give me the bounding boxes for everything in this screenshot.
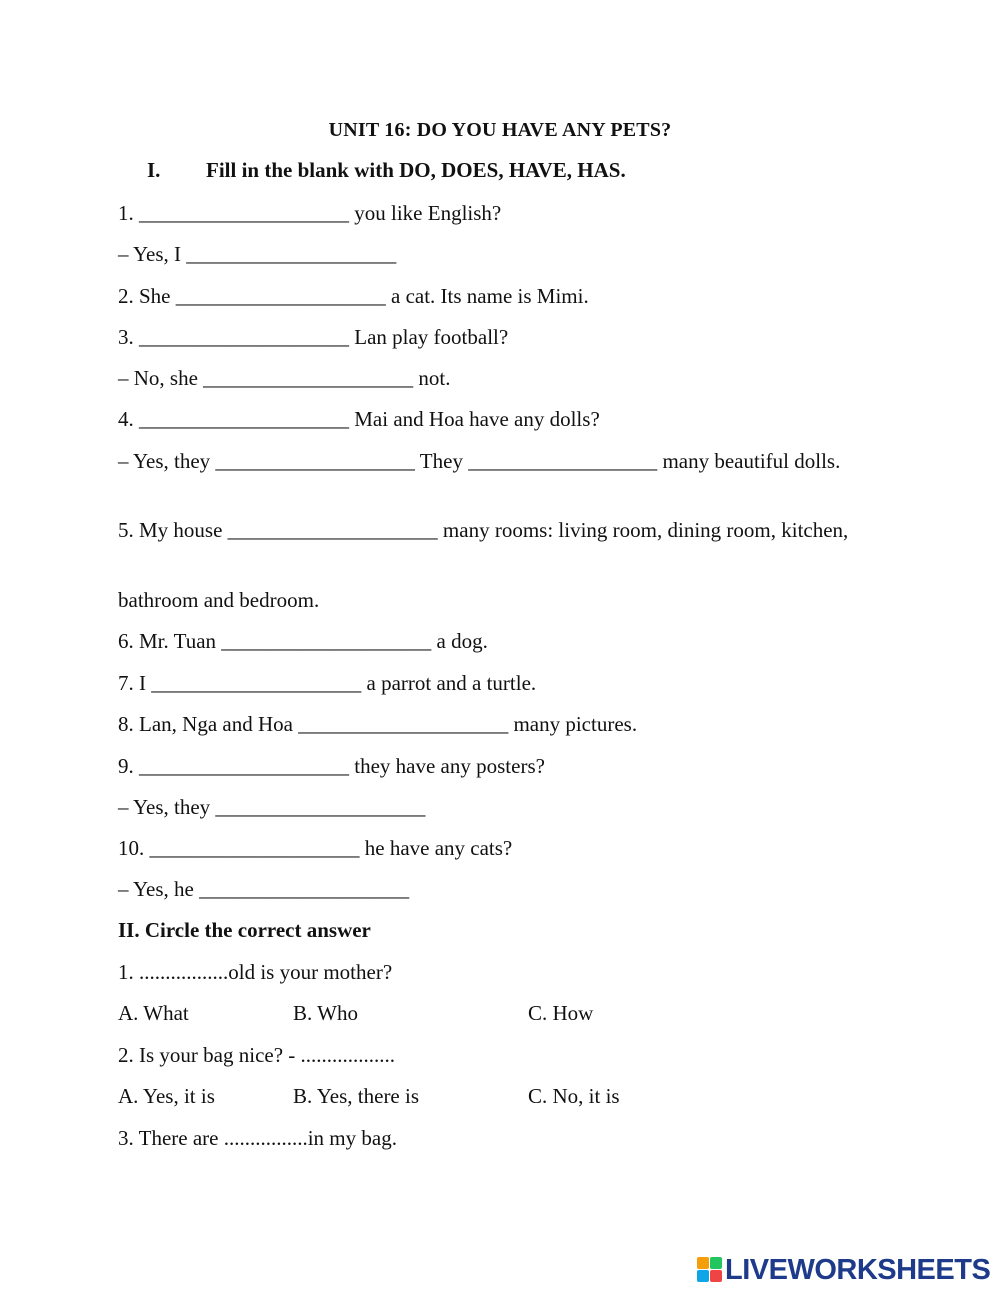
exercise-line: – No, she ____________________ not. bbox=[118, 366, 451, 390]
exercise-line: 10. ____________________ he have any cats? bbox=[118, 836, 513, 860]
exercise-line: 2. She ____________________ a cat. Its name is Mimi. bbox=[118, 284, 589, 308]
exercise-line: 6. Mr. Tuan ____________________ a dog. bbox=[118, 629, 488, 653]
exercise-line: 3. ____________________ Lan play football? bbox=[118, 325, 509, 349]
question-1: 1. .................old is your mother? bbox=[118, 960, 393, 984]
exercise-line: 4. ____________________ Mai and Hoa have any dolls? bbox=[118, 407, 600, 431]
section-1-heading bbox=[147, 158, 626, 183]
option-a: A. What bbox=[118, 1001, 189, 1025]
exercise-line: bathroom and bedroom. bbox=[118, 588, 320, 612]
option-a: A. Yes, it is bbox=[118, 1084, 215, 1108]
exercise-line: – Yes, he ____________________ bbox=[118, 877, 410, 901]
option-c: C. How bbox=[528, 1001, 594, 1025]
question-3: 3. There are ................in my bag. bbox=[118, 1126, 397, 1150]
section-2-heading: II. Circle the correct answer bbox=[118, 918, 371, 942]
liveworksheets-logo bbox=[697, 1254, 990, 1286]
option-b: B. Who bbox=[293, 1001, 358, 1025]
exercise-line: – Yes, I ____________________ bbox=[118, 242, 397, 266]
question-2: 2. Is your bag nice? - .................. bbox=[118, 1043, 396, 1067]
exercise-line: 7. I ____________________ a parrot and a turtle. bbox=[118, 671, 537, 695]
section-1-number: I. bbox=[147, 158, 161, 182]
exercise-line: 9. ____________________ they have any posters? bbox=[118, 754, 545, 778]
exercise-line: – Yes, they ____________________ bbox=[118, 795, 426, 819]
exercise-line: 1. ____________________ you like English? bbox=[118, 201, 502, 225]
exercise-line: 8. Lan, Nga and Hoa ____________________ many pictures. bbox=[118, 712, 638, 736]
exercise-line: 5. My house ____________________ many rooms: living room, dining room, kitchen, bbox=[118, 518, 849, 542]
option-c: C. No, it is bbox=[528, 1084, 620, 1108]
page-title: UNIT 16: DO YOU HAVE ANY PETS? bbox=[328, 119, 672, 141]
exercise-line: – Yes, they ___________________ They __________________ many beautiful dolls. bbox=[118, 449, 841, 473]
option-b: B. Yes, there is bbox=[293, 1084, 420, 1108]
logo-text: LIVEWORKSHEETS bbox=[725, 1254, 991, 1286]
section-1-heading-text: Fill in the blank with DO, DOES, HAVE, HAS. bbox=[206, 158, 626, 182]
logo-blocks-icon bbox=[697, 1257, 723, 1283]
